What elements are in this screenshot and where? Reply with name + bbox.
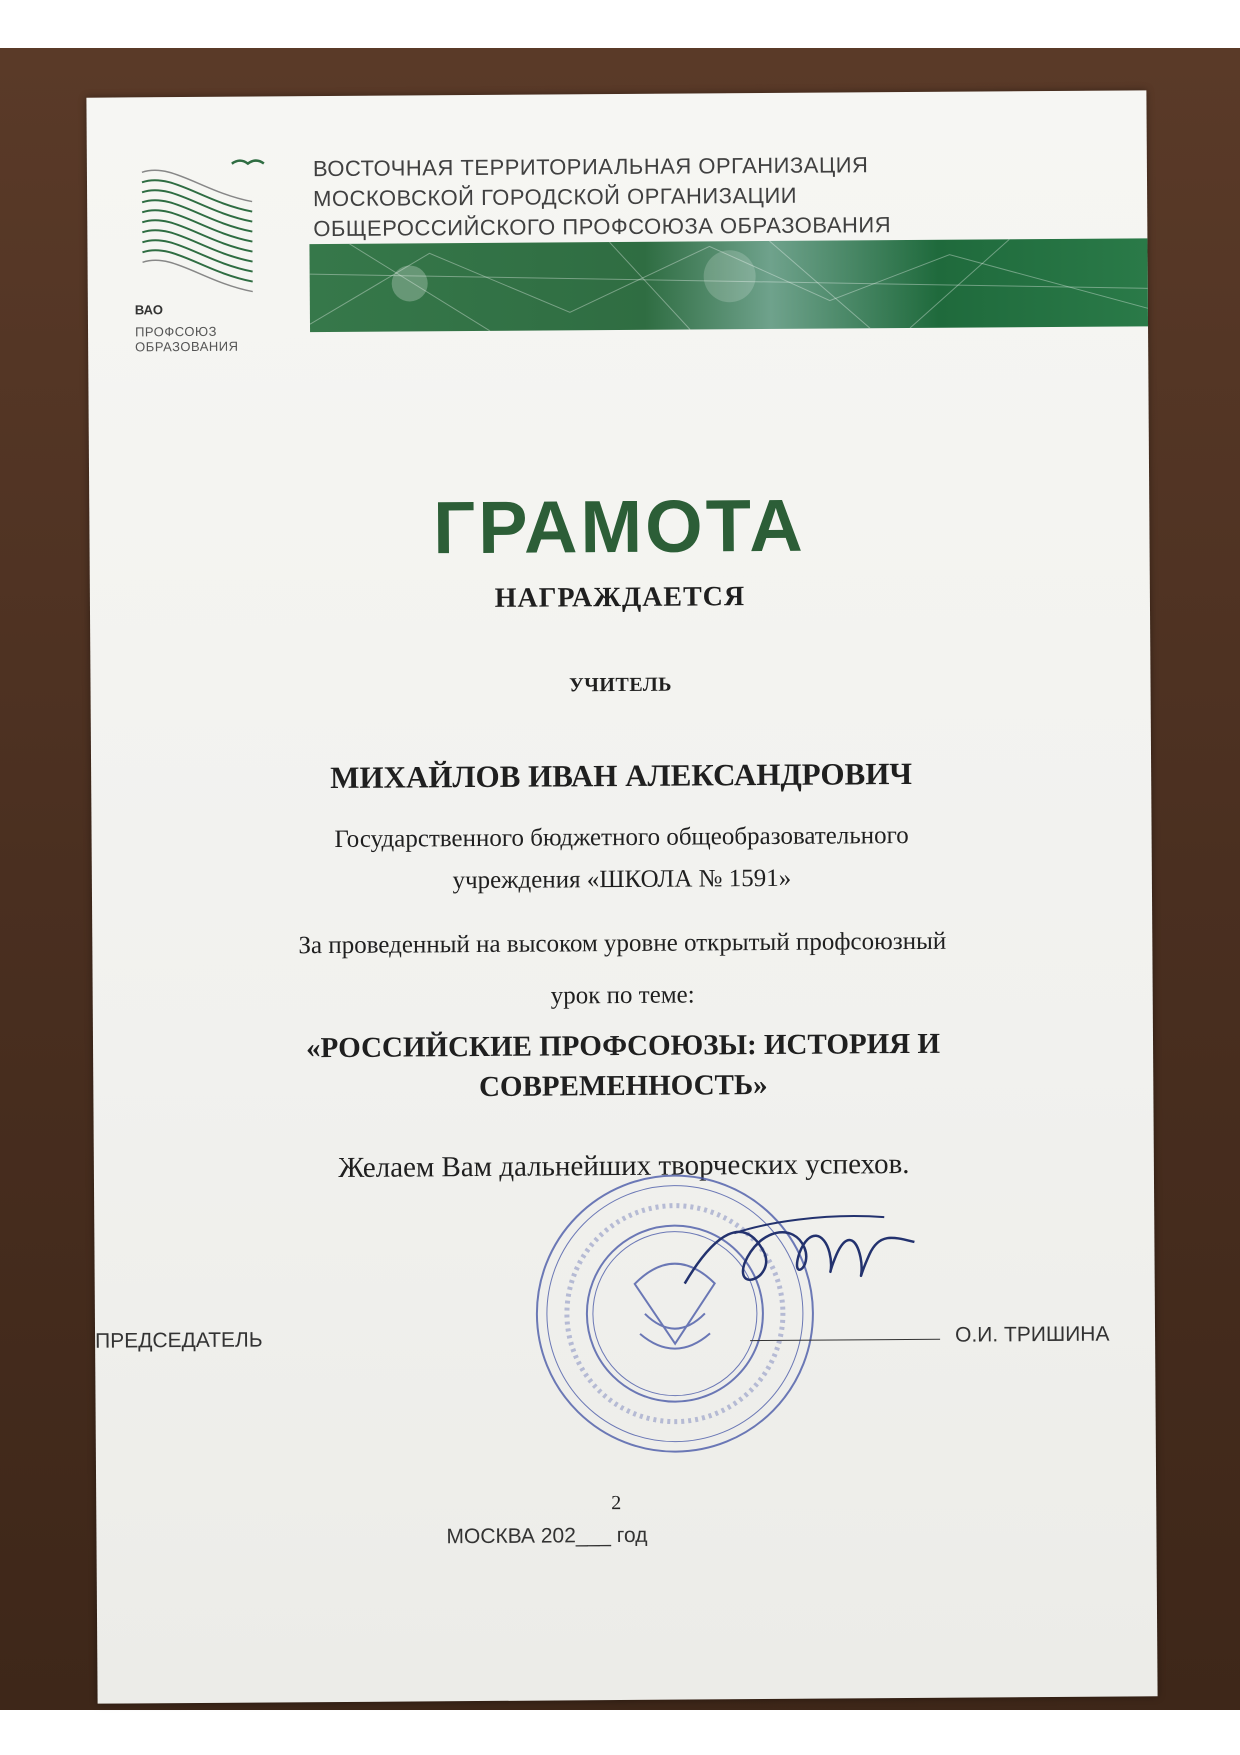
- wave-logo-icon: [132, 151, 273, 302]
- page-number: 2: [611, 1492, 622, 1515]
- wish-text: Желаем Вам дальнейших творческих успехов.: [338, 1148, 910, 1184]
- city-year: МОСКВА 202___ год: [446, 1523, 648, 1549]
- recipient-role: УЧИТЕЛЬ: [568, 673, 673, 697]
- certificate-title: ГРАМОТА: [432, 483, 806, 570]
- union-logo: [132, 151, 273, 355]
- certificate-sheet: [86, 90, 1157, 1703]
- logo-abbreviation: ВАО: [134, 302, 164, 318]
- institution-line2: учреждения «ШКОЛА № 1591»: [452, 864, 792, 895]
- reason-line2: урок по теме:: [550, 981, 695, 1010]
- topic-line1: «РОССИЙСКИЕ ПРОФСОЮЗЫ: ИСТОРИЯ И: [305, 1027, 941, 1065]
- logo-text-line2: ОБРАЗОВАНИЯ: [135, 338, 239, 355]
- header-banner: [309, 238, 1148, 332]
- topic-line2: СОВРЕМЕННОСТЬ»: [478, 1068, 768, 1104]
- banner-pattern: [309, 238, 1148, 332]
- handwritten-signature: [674, 1192, 935, 1324]
- recipient-name: МИХАЙЛОВ ИВАН АЛЕКСАНДРОВИЧ: [330, 755, 913, 796]
- organization-line3: ОБЩЕРОССИЙСКОГО ПРОФСОЮЗА ОБРАЗОВАНИЯ: [313, 212, 892, 242]
- chairman-label: ПРЕДСЕДАТЕЛЬ: [95, 1328, 263, 1353]
- signatory-name: О.И. ТРИШИНА: [954, 1322, 1110, 1347]
- reason-line1: За проведенный на высоком уровне открытый профсоюзный: [298, 927, 947, 960]
- organization-line2: МОСКОВСКОЙ ГОРОДСКОЙ ОРГАНИЗАЦИИ: [313, 182, 798, 212]
- logo-text-line1: ПРОФСОЮЗ: [134, 323, 218, 340]
- organization-name: [313, 150, 954, 244]
- signature-line: [750, 1339, 940, 1341]
- organization-line1: ВОСТОЧНАЯ ТЕРРИТОРИАЛЬНАЯ ОРГАНИЗАЦИЯ: [312, 152, 869, 182]
- awarded-heading: НАГРАЖДАЕТСЯ: [494, 581, 746, 614]
- institution-line1: Государственного бюджетного общеобразовательного: [334, 821, 909, 854]
